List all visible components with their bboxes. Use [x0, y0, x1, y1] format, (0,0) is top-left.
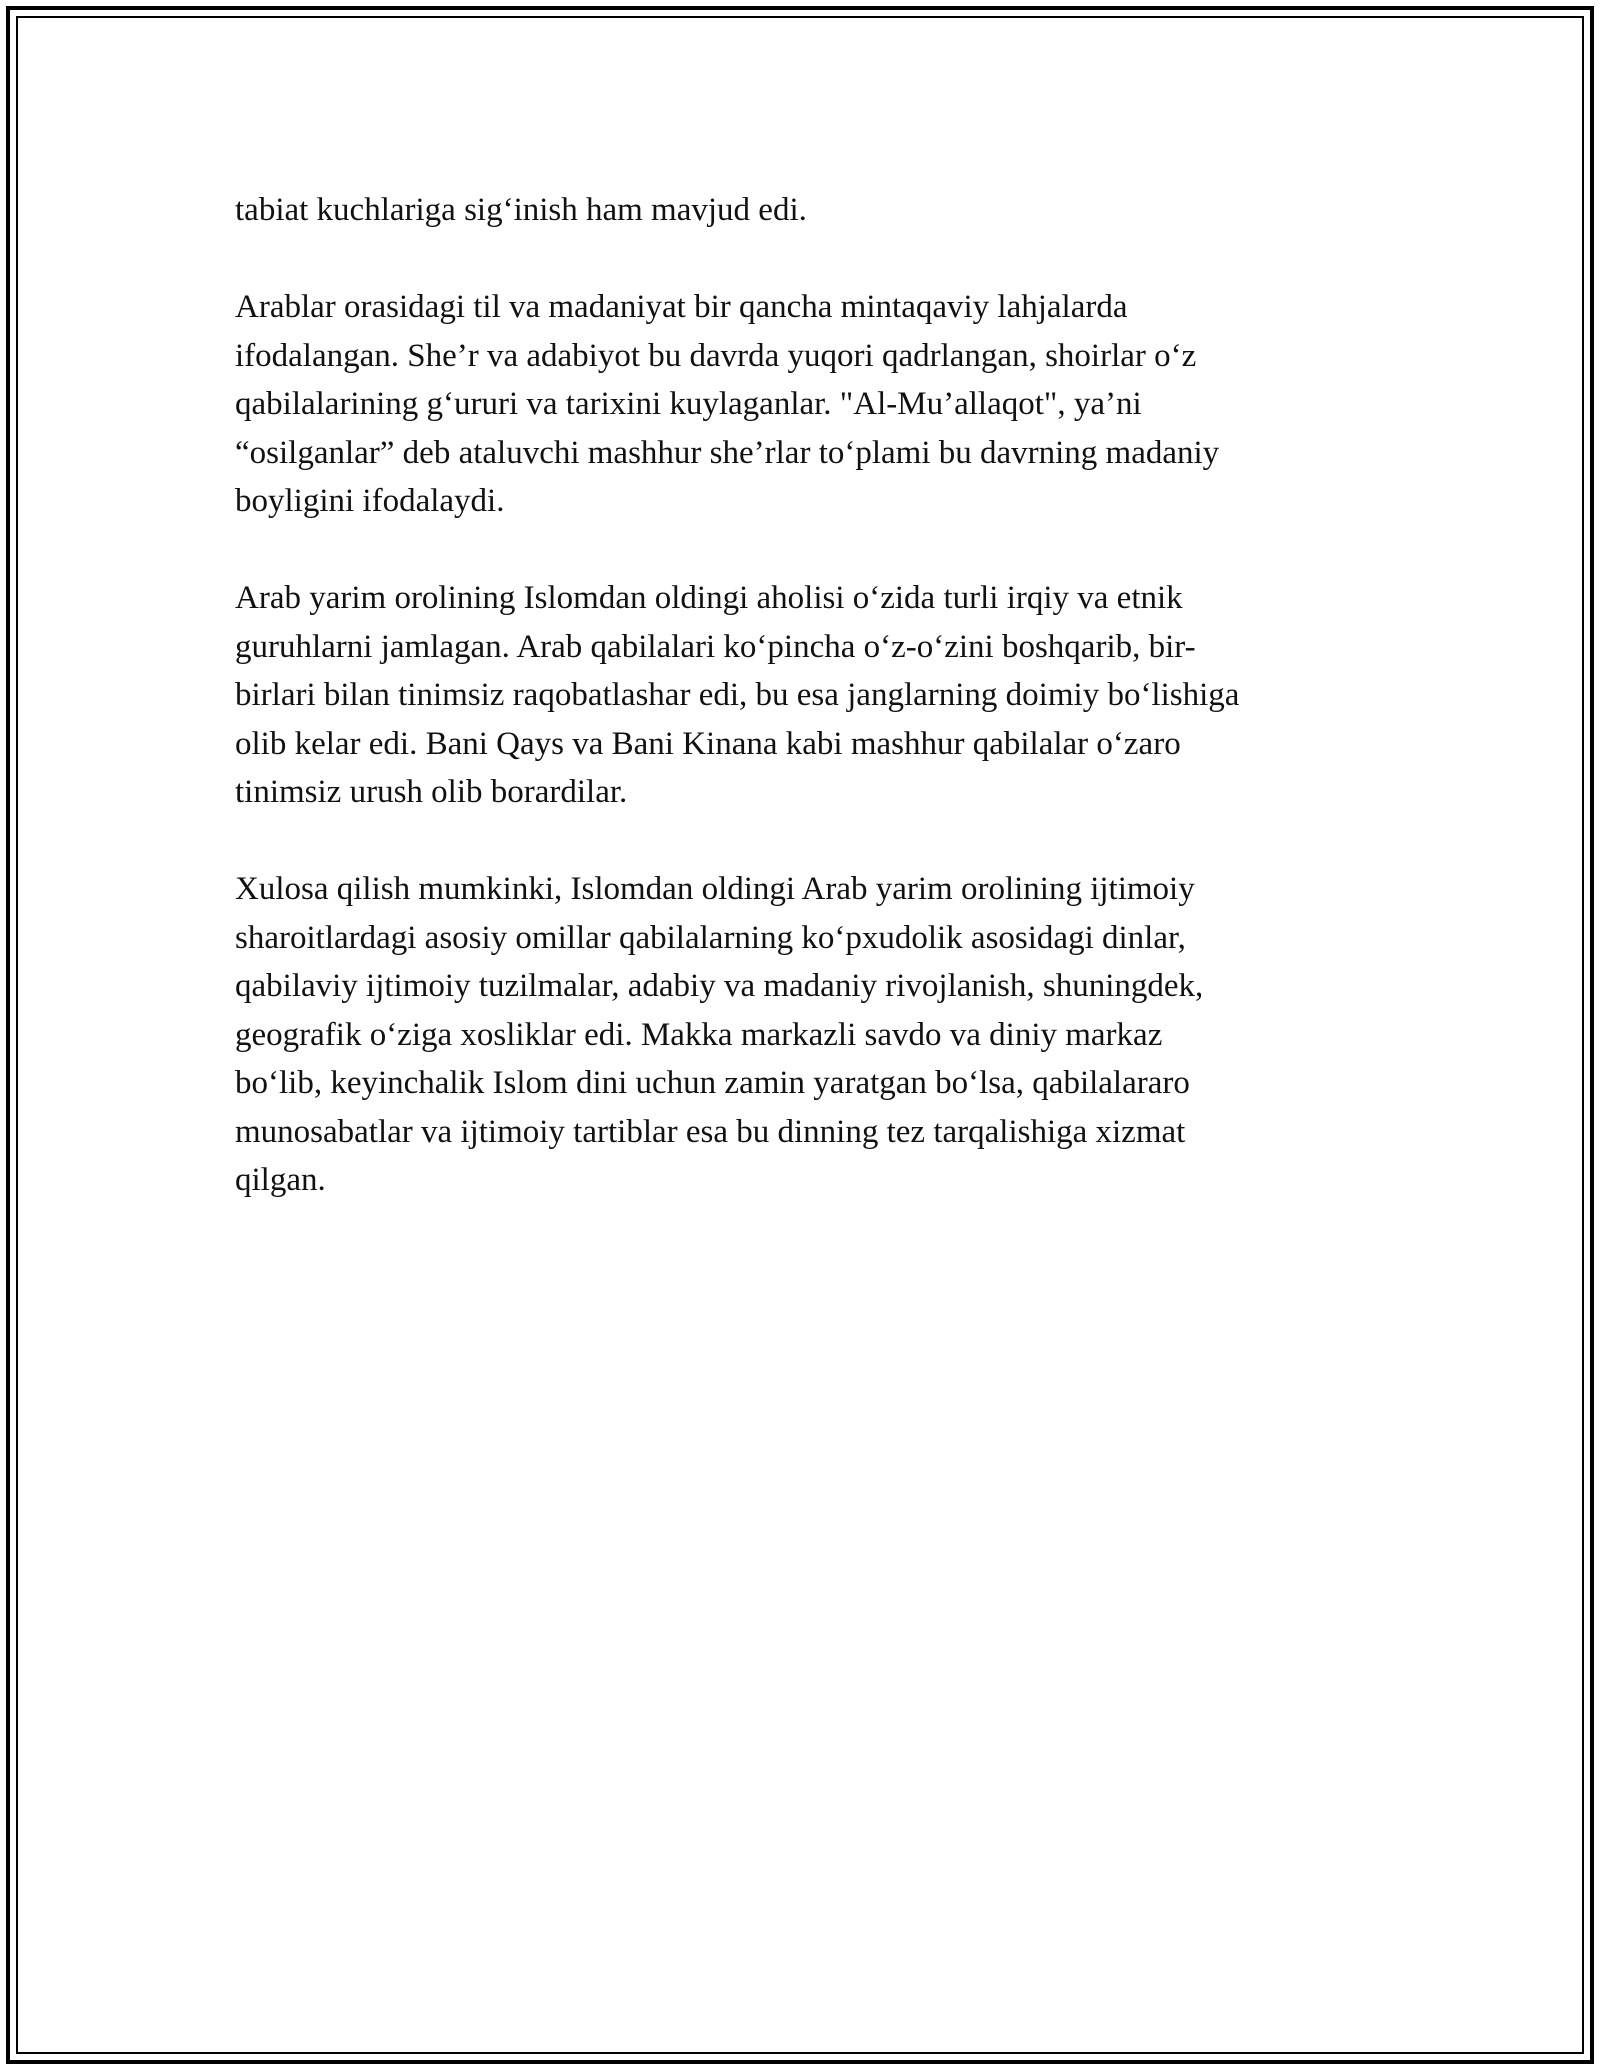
paragraph	[235, 574, 1365, 817]
text-line: bo‘lib, keyinchalik Islom dini uchun zamin yaratgan bo‘lsa, qabilalararo	[235, 1065, 1190, 1101]
text-line: sharoitlardagi asosiy omillar qabilalarning ko‘pxudolik asosidagi dinlar,	[235, 919, 1186, 956]
document-body	[235, 186, 1365, 1205]
paragraph	[235, 186, 1365, 235]
text-line: Xulosa qilish mumkinki, Islomdan oldingi Arab yarim orolining ijtimoiy	[235, 871, 1195, 907]
text-line: olib kelar edi. Bani Qays va Bani Kinana kabi mashhur qabilalar o‘zaro	[235, 725, 1181, 762]
text-line: qabilalarining g‘ururi va tarixini kuylaganlar. "Al-Mu’allaqot", ya’ni	[235, 386, 1142, 422]
paragraph	[235, 865, 1365, 1205]
text-line: Arab yarim orolining Islomdan oldingi aholisi o‘zida turli irqiy va etnik	[235, 580, 1183, 616]
text-line: boyligini ifodalaydi.	[235, 483, 505, 519]
paragraph	[235, 283, 1365, 526]
text-line: tinimsiz urush olib borardilar.	[235, 774, 628, 810]
text-line: tabiat kuchlariga sig‘inish ham mavjud edi.	[235, 192, 807, 228]
text-line: geografik o‘ziga xosliklar edi. Makka markazli savdo va diniy markaz	[235, 1016, 1163, 1053]
text-line: munosabatlar va ijtimoiy tartiblar esa bu dinning tez tarqalishiga xizmat	[235, 1113, 1186, 1150]
text-line: guruhlarni jamlagan. Arab qabilalari ko‘pincha o‘z-o‘zini boshqarib, bir-	[235, 628, 1196, 665]
text-line: qilgan.	[235, 1162, 326, 1198]
text-line: birlari bilan tinimsiz raqobatlashar edi, bu esa janglarning doimiy bo‘lishiga	[235, 677, 1240, 713]
text-line: ifodalangan. She’r va adabiyot bu davrda yuqori qadrlangan, shoirlar o‘z	[235, 337, 1197, 374]
text-line: qabilaviy ijtimoiy tuzilmalar, adabiy va madaniy rivojlanish, shuningdek,	[235, 968, 1204, 1004]
text-line: “osilganlar” deb ataluvchi mashhur she’rlar to‘plami bu davrning madaniy	[235, 434, 1220, 471]
text-line: Arablar orasidagi til va madaniyat bir qancha mintaqaviy lahjalarda	[235, 289, 1128, 325]
